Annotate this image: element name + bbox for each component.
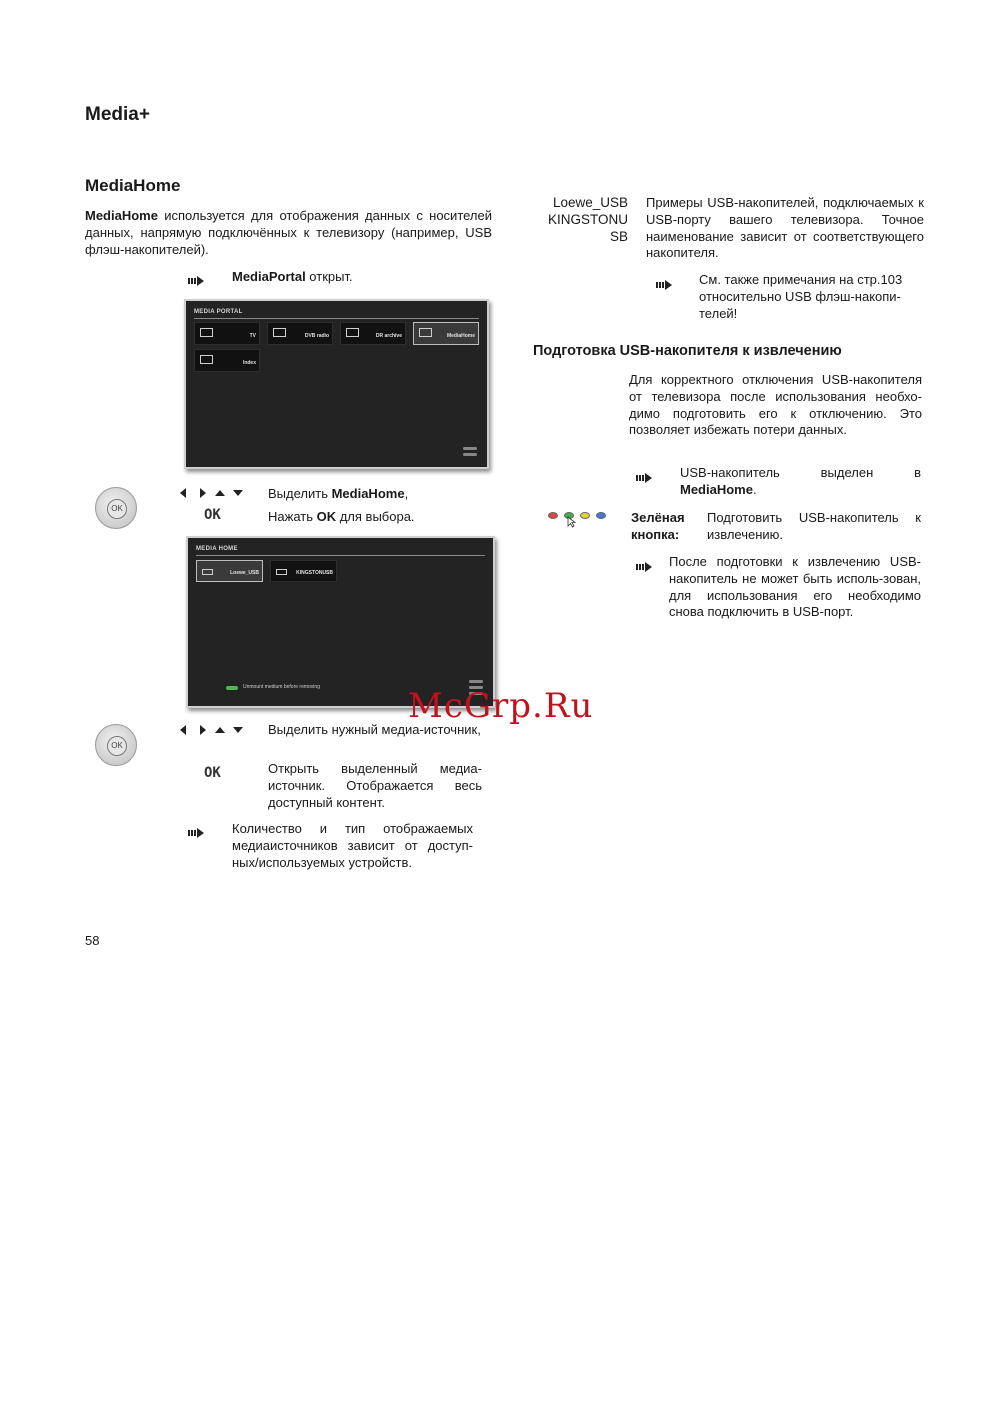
- step1-select: [268, 486, 408, 503]
- media-home-screenshot: [186, 536, 495, 708]
- media-portal-screenshot: [184, 299, 489, 469]
- step2-open: Открыть выделенный медиа-источник. Отображается весь доступный контент.: [268, 761, 482, 810]
- intro-text: используется для отображения данных с носителей данных, напрямую подключённых к телевизору (например, USB флэш-накопителей).: [85, 208, 492, 257]
- title-divider: [194, 318, 479, 319]
- tile-index[interactable]: [194, 349, 260, 372]
- ok-center-icon: OK: [107, 736, 127, 756]
- step1-press-bold: OK: [316, 509, 337, 524]
- step1-select-bold: MediaHome: [331, 486, 405, 501]
- ok-navigation-pad-icon: [95, 487, 137, 529]
- green-key-action: Подготовить USB-накопитель к извлечению.: [707, 510, 921, 542]
- step1-select-suffix: ,: [404, 486, 409, 501]
- media-home-title: MEDIA HOME: [196, 546, 238, 552]
- tile-kingstonusb-label: KINGSTONUSB: [296, 570, 333, 576]
- device-name: Loewe_USB: [552, 195, 628, 210]
- intro-bold: MediaHome: [85, 208, 158, 223]
- step2-select: Выделить нужный медиа-источник,: [268, 722, 481, 737]
- note-arrow-icon: [188, 275, 206, 287]
- step1-select-prefix: Выделить: [268, 486, 332, 501]
- note-usb-selected: [680, 465, 921, 499]
- intro-paragraph: [85, 208, 492, 258]
- device-name: KINGSTONU: [547, 211, 628, 227]
- note-mediaportal-bold: MediaPortal: [232, 269, 306, 284]
- tv-icon: [200, 328, 213, 337]
- ok-key-label: OK: [204, 765, 221, 781]
- tile-dvb-radio-label: DVB radio: [304, 333, 329, 339]
- heading-mediahome: MediaHome: [85, 176, 181, 195]
- color-keys-icon: [548, 512, 610, 528]
- remote-hint-icon: [463, 447, 477, 457]
- note-after-removal: После подготовки к извлечению USB-накопитель не может быть исполь-зован, для использования его необходимо снова подключить в USB-порт.: [669, 554, 921, 620]
- ok-center-icon: OK: [107, 499, 127, 519]
- note-mediaportal: [232, 269, 353, 286]
- tile-tv-label: TV: [249, 333, 256, 339]
- green-key-icon: [226, 686, 238, 690]
- note-media-sources: Количество и тип отображаемых медиаисточников зависит от доступ-ных/используемых устройств.: [232, 821, 473, 870]
- note-see-page: См. также примечания на стр.103 относительно USB флэш-накопи-телей!: [699, 272, 903, 321]
- ok-navigation-pad-icon: [95, 724, 137, 766]
- media-portal-title: MEDIA PORTAL: [194, 309, 243, 315]
- note-usb-selected-prefix: USB-накопитель выделен в: [680, 465, 921, 480]
- step1-press-suffix: для выбора.: [336, 509, 415, 524]
- tile-mediahome[interactable]: [413, 322, 479, 345]
- green-key-label: Зелёная кнопка:: [631, 510, 685, 542]
- note-arrow-icon: [188, 827, 206, 839]
- tile-index-label: Index: [242, 360, 256, 366]
- tile-loewe-usb[interactable]: [196, 560, 263, 582]
- watermark: McGrp.Ru: [408, 686, 594, 726]
- tile-dr-archive[interactable]: [340, 322, 406, 345]
- usb-device-names: [528, 195, 628, 245]
- usb-device-description: Примеры USB-накопителей, подключаемых к USB-порту вашего телевизора. Точное наименование зависит от соответствующего накопителя.: [646, 195, 924, 261]
- tile-dr-archive-label: DR archive: [375, 333, 402, 339]
- note-usb-selected-bold: MediaHome: [680, 481, 753, 497]
- usb-icon: [276, 569, 287, 575]
- prepare-paragraph: Для корректного отключения USB-накопителя от телевизора после использования необхо-димо подготовить его к отключению. Это позволяет избежать потери данных.: [629, 372, 922, 438]
- yellow-key-icon: [580, 512, 590, 519]
- note-usb-selected-suffix: .: [752, 481, 757, 497]
- tile-loewe-usb-label: Loewe_USB: [230, 570, 259, 576]
- note-arrow-icon: [656, 279, 674, 291]
- title-divider: [196, 555, 485, 556]
- arrow-keys-icon: [180, 488, 246, 498]
- index-icon: [200, 355, 213, 364]
- usb-icon: [202, 569, 213, 575]
- note-arrow-icon: [636, 472, 654, 484]
- step1-press: [268, 509, 415, 526]
- heading-prepare-removal: Подготовка USB-накопителя к извлечению: [533, 343, 842, 359]
- pointer-cursor-icon: [567, 516, 576, 528]
- red-key-icon: [548, 512, 558, 519]
- arrow-keys-icon: [180, 725, 246, 735]
- note-arrow-icon: [636, 561, 654, 573]
- step1-press-prefix: Нажать: [268, 509, 317, 524]
- page-number: 58: [85, 933, 100, 948]
- tile-mediahome-label: MediaHome: [446, 333, 475, 339]
- blue-key-icon: [596, 512, 606, 519]
- archive-icon: [346, 328, 359, 337]
- tile-dvb-radio[interactable]: [267, 322, 333, 345]
- device-name: SB: [609, 228, 628, 244]
- radio-icon: [273, 328, 286, 337]
- ok-key-label: OK: [204, 507, 221, 523]
- section-title: Media+: [85, 104, 150, 125]
- tile-tv[interactable]: [194, 322, 260, 345]
- unmount-hint: Unmount medium before removing: [243, 684, 320, 690]
- tile-kingstonusb[interactable]: [270, 560, 337, 582]
- note-mediaportal-text: открыт.: [305, 269, 353, 284]
- mediahome-icon: [419, 328, 432, 337]
